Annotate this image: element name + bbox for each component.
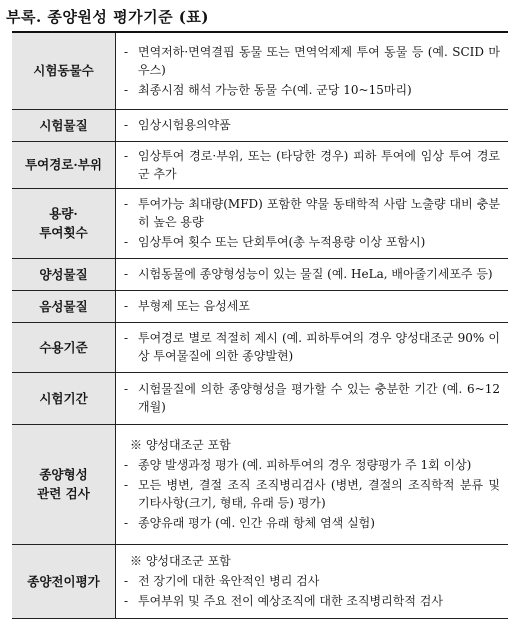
row-category: 시험물질 — [12, 109, 116, 141]
row-category: 용량· 투여횟수 — [12, 188, 116, 258]
row-category: 종양형성 관련 검사 — [12, 424, 116, 544]
list-item: - 시험동물에 종양형성능이 있는 물질 (예. HeLa, 배아줄기세포주 등) — [124, 267, 493, 281]
table-row — [12, 188, 508, 258]
table-row — [12, 258, 508, 290]
row-category: 수용기준 — [12, 322, 116, 372]
list-item: - 임상투여 횟수 또는 단회투여(총 누적용량 이상 포함시) — [124, 235, 426, 249]
table-row — [12, 544, 508, 618]
row-category: 시험동물수 — [12, 32, 116, 109]
row-description — [116, 290, 509, 322]
list-item: - 전 장기에 대한 육안적인 병리 검사 — [124, 574, 320, 588]
row-category: 투여경로·부위 — [12, 141, 116, 188]
row-description — [116, 322, 509, 372]
row-category: 음성물질 — [12, 290, 116, 322]
list-item: - 최종시점 해석 가능한 동물 수(예. 군당 10~15마리) — [124, 82, 412, 97]
row-description — [116, 544, 509, 618]
table-row — [12, 109, 508, 141]
list-item: - 시험물질에 의한 종양형성을 평가할 수 있는 충분한 기간 (예. 6~12 개월) — [124, 382, 500, 414]
table-row — [12, 290, 508, 322]
row-category: 양성물질 — [12, 258, 116, 290]
row-description — [116, 32, 509, 109]
table-row — [12, 372, 508, 424]
row-category: 시험기간 — [12, 372, 116, 424]
criteria-table — [12, 31, 508, 619]
row-description — [116, 258, 509, 290]
list-item: - 종양 발생과정 평가 (예. 피하투여의 경우 정량평가 주 1회 이상) — [124, 458, 472, 472]
row-category: 종양전이평가 — [12, 544, 116, 618]
row-description — [116, 141, 509, 188]
row-description — [116, 424, 509, 544]
table-row — [12, 424, 508, 544]
note-text: ※ 양성대조군 포함 — [130, 554, 231, 568]
list-item: - 임상시험용의약품 — [124, 118, 231, 132]
row-description — [116, 109, 509, 141]
table-row — [12, 322, 508, 372]
table-row — [12, 141, 508, 188]
row-description — [116, 372, 509, 424]
list-item: - 투여부위 및 주요 전이 예상조직에 대한 조직병리학적 검사 — [124, 594, 443, 608]
list-item: - 투여경로 별로 적절히 제시 (예. 피하투여의 경우 양성대조군 90% 이상 투여물질에 의한 종양발현) — [124, 331, 500, 363]
list-item: - 임상투여 경로·부위, 또는 (타당한 경우) 피하 투여에 임상 투여 경로군 추가 — [124, 148, 500, 181]
page-title: 부록. 종양원성 평가기준 (표) — [6, 8, 209, 26]
list-item: - 모든 병변, 결절 조직 조직병리검사 (병변, 결절의 조직학적 분류 및 기타사항(크기, 형태, 유래 등) 평가) — [124, 478, 500, 510]
list-item: - 면역저하·면역결핍 동물 또는 면역억제제 투여 동물 등 (예. SCID 마우스) — [124, 44, 500, 77]
list-item: - 투여가능 최대량(MFD) 포함한 약물 동태학적 사람 노출량 대비 충분히 높은 용량 — [124, 197, 500, 229]
note-text: ※ 양성대조군 포함 — [130, 438, 231, 452]
row-description — [116, 188, 509, 258]
list-item: - 부형제 또는 음성세포 — [124, 299, 250, 313]
list-item: - 종양유래 평가 (예. 인간 유래 항체 염색 실험) — [124, 516, 375, 530]
table-row — [12, 32, 508, 109]
